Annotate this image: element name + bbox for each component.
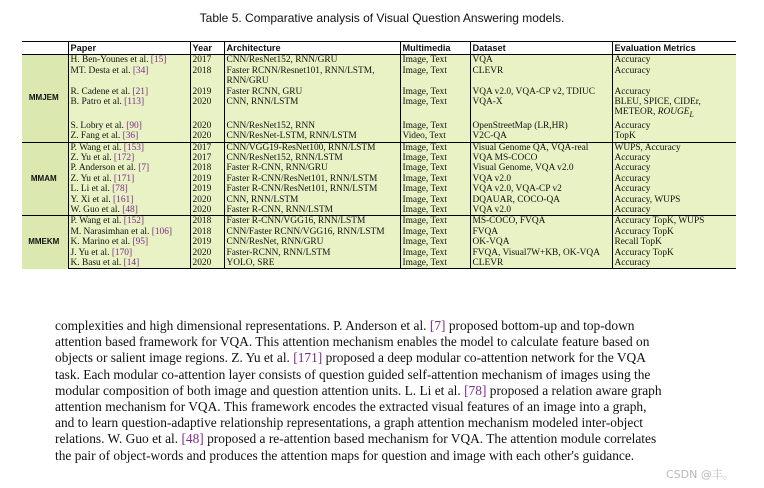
cell-metrics: Recall TopK [612, 237, 736, 247]
citation-link[interactable]: [172] [113, 152, 135, 163]
table-row [22, 55, 736, 66]
table-row [22, 227, 736, 237]
cell-dataset: OpenStreetMap (LR,HR) [470, 121, 612, 131]
cell-metrics: Accuracy TopK [612, 248, 736, 258]
cell-paper: H. Ben-Younes et al. [15] [68, 55, 190, 66]
table-row [22, 131, 736, 142]
cell-dataset: FVQA, Visual7W+KB, OK-VQA [470, 248, 612, 258]
cell-metrics: Accuracy [612, 121, 736, 131]
citation-link[interactable]: [34] [132, 65, 149, 76]
watermark: CSDN @丰。 [666, 468, 734, 481]
citation-link[interactable]: [15] [150, 55, 167, 66]
cell-architecture: Faster RCNN, GRU [224, 87, 400, 97]
cell-multimedia: Image, Text [400, 97, 470, 121]
table-body [22, 55, 736, 269]
cell-dataset: VQA-X [470, 97, 612, 121]
cell-metrics: Accuracy, WUPS [612, 195, 736, 205]
cell-metrics: WUPS, Accuracy [612, 142, 736, 153]
citation-link[interactable]: [36] [122, 131, 139, 142]
cell-multimedia: Video, Text [400, 131, 470, 142]
cell-architecture: CNN/ResNet152, RNN/LSTM [224, 153, 400, 163]
cell-year: 2019 [190, 87, 224, 97]
paragraph-line: objects or salient image regions. Z. Yu et al. [171] proposed a deep modular co-attention network for the VQA [55, 350, 646, 366]
cell-metrics: Accuracy [612, 87, 736, 97]
cell-architecture: CNN/VGG19-ResNet100, RNN/LSTM [224, 142, 400, 153]
cell-paper: B. Patro et al. [113] [68, 97, 190, 121]
citation-link[interactable]: [7] [429, 318, 446, 333]
citation-link[interactable]: [113] [124, 97, 145, 108]
citation-link[interactable]: [78] [112, 184, 128, 195]
cell-multimedia: Image, Text [400, 248, 470, 258]
cell-architecture: YOLO, SRE [224, 258, 400, 269]
cell-metrics: Accuracy [612, 258, 736, 269]
citation-link[interactable]: [21] [132, 86, 149, 97]
citation-link[interactable]: [78] [464, 382, 487, 398]
citation-link[interactable]: [171] [113, 173, 135, 184]
cell-paper: L. Li et al. [78] [68, 184, 190, 194]
cell-architecture: CNN/ResNet, RNN/GRU [224, 237, 400, 247]
citation-link[interactable]: [14] [123, 258, 140, 268]
citation-link[interactable]: [48] [122, 204, 138, 215]
table-row [22, 121, 736, 131]
cell-dataset: Visual Genome QA, VQA-real [470, 142, 612, 153]
cell-architecture: Faster R-CNN, RNN/LSTM [224, 205, 400, 216]
cell-multimedia: Image, Text [400, 195, 470, 205]
cell-metrics: Accuracy [612, 55, 736, 66]
citation-link[interactable]: [48] [181, 431, 204, 447]
cell-multimedia: Image, Text [400, 216, 470, 227]
cell-paper: Z. Yu et al. [172] [68, 153, 190, 163]
citation-link[interactable]: [161] [113, 194, 134, 205]
cell-paper: K. Marino et al. [95] [68, 237, 190, 247]
cell-paper: M. Narasimhan et al. [106] [68, 227, 190, 237]
table-row [22, 258, 736, 269]
cell-dataset: VQA v2.0 [470, 174, 612, 184]
cell-metrics: Accuracy TopK [612, 227, 736, 237]
table-row [22, 142, 736, 153]
cell-multimedia: Image, Text [400, 205, 470, 216]
paragraph-line: the pair of object-words and produces the attention maps for question and image with each other's guidance. [55, 447, 635, 463]
paragraph-line: attention mechanism for VQA. This framework encodes the extracted visual features of an image into a graph, [55, 399, 647, 415]
cell-metrics: Accuracy [612, 163, 736, 173]
cell-paper: W. Guo et al. [48] [68, 205, 190, 216]
header-architecture: Architecture [224, 42, 400, 55]
comparison-table [22, 41, 736, 269]
cell-dataset: DQAUAR, COCO-QA [470, 195, 612, 205]
paragraph-line: relations. W. Guo et al. [48] proposed a re-attention based mechanism for VQA. The attention module correlates [55, 431, 657, 447]
table-row [22, 66, 736, 87]
cell-architecture: Faster-RCNN, RNN/LSTM [224, 248, 400, 258]
cell-dataset: VQA [470, 55, 612, 66]
cell-architecture: CNN/ResNet152, RNN [224, 121, 400, 131]
cell-paper: P. Anderson et al. [7] [68, 163, 190, 173]
cell-dataset: MS-COCO, FVQA [470, 216, 612, 227]
cell-metrics: Accuracy TopK, WUPS [612, 216, 736, 227]
table-header [22, 42, 736, 55]
citation-link[interactable]: [152] [123, 216, 145, 227]
table-row [22, 248, 736, 258]
cell-metrics: BLEU, SPICE, CIDEr, METEOR, $ROUGE_L$ [612, 97, 736, 121]
cell-metrics: TopK [612, 131, 736, 142]
cell-year: 2018 [190, 163, 224, 173]
table-row [22, 184, 736, 194]
cell-paper: K. Basu et al. [14] [68, 258, 190, 269]
cell-year: 2017 [190, 153, 224, 163]
cell-metrics: Accuracy [612, 174, 736, 184]
body-paragraph [55, 318, 717, 464]
cell-architecture: Faster RCNN/Resnet101, RNN/LSTM, RNN/GRU [224, 66, 400, 87]
table-row [22, 153, 736, 163]
cell-multimedia: Image, Text [400, 163, 470, 173]
cell-paper: P. Wang et al. [153] [68, 142, 190, 153]
header-paper: Paper [68, 42, 190, 55]
header-dataset: Dataset [470, 42, 612, 55]
cell-architecture: Faster R-CNN/ResNet101, RNN/LSTM [224, 174, 400, 184]
cell-metrics: Accuracy [612, 205, 736, 216]
cell-multimedia: Image, Text [400, 55, 470, 66]
cell-architecture: CNN, RNN/LSTM [224, 97, 400, 121]
cell-dataset: VQA MS-COCO [470, 153, 612, 163]
cell-paper: Z. Yu et al. [171] [68, 174, 190, 184]
cell-architecture: Faster R-CNN/ResNet101, RNN/LSTM [224, 184, 400, 194]
paragraph-line: complexities and high dimensional representations. P. Anderson et al. [7] proposed bottom-up and top-down [55, 318, 635, 333]
cell-architecture: CNN/ResNet152, RNN/GRU [224, 55, 400, 66]
header-year: Year [190, 42, 224, 55]
cell-multimedia: Image, Text [400, 66, 470, 87]
section-label: MMEKM [22, 216, 68, 269]
citation-link[interactable]: [171] [293, 350, 323, 366]
cell-multimedia: Image, Text [400, 258, 470, 269]
table-caption: Table 5. Comparative analysis of Visual Question Answering models. [199, 11, 565, 25]
cell-dataset: CLEVR [470, 258, 612, 269]
cell-year: 2020 [190, 205, 224, 216]
citation-link[interactable]: [106] [151, 226, 173, 237]
cell-year: 2020 [190, 121, 224, 131]
cell-year: 2020 [190, 248, 224, 258]
cell-multimedia: Image, Text [400, 237, 470, 247]
cell-multimedia: Image, Text [400, 174, 470, 184]
cell-paper: J. Yu et al. [170] [68, 248, 190, 258]
cell-dataset: Visual Genome, VQA v2.0 [470, 163, 612, 173]
cell-dataset: V2C-QA [470, 131, 612, 142]
table-row [22, 174, 736, 184]
cell-year: 2020 [190, 97, 224, 121]
citation-link[interactable]: [90] [126, 120, 142, 131]
cell-architecture: Faster R-CNN/VGG16, RNN/LSTM [224, 216, 400, 227]
table-row [22, 195, 736, 205]
paragraph-line: modular composition of both image and question attention units. L. Li et al. [78] proposed a relation aware graph [55, 382, 662, 398]
paragraph-line: and to learn question-adaptive relationship representations, a graph attention mechanism modeled inter-object [55, 415, 643, 431]
cell-multimedia: Image, Text [400, 121, 470, 131]
cell-multimedia: Image, Text [400, 142, 470, 153]
cell-multimedia: Image, Text [400, 87, 470, 97]
cell-dataset: VQA v2.0, VQA-CP v2, TDIUC [470, 87, 612, 97]
table-row [22, 205, 736, 216]
header-metrics: Evaluation Metrics [612, 42, 736, 55]
cell-year: 2020 [190, 258, 224, 269]
cell-architecture: CNN, RNN/LSTM [224, 195, 400, 205]
cell-year: 2017 [190, 142, 224, 153]
cell-dataset: VQA v2.0 [470, 205, 612, 216]
cell-multimedia: Image, Text [400, 153, 470, 163]
paragraph-line: attention based framework for VQA. This attention mechanism enables the model to calculate feature based on [55, 334, 650, 350]
table-row [22, 216, 736, 227]
citation-link[interactable]: [153] [123, 142, 145, 153]
cell-paper: S. Lobry et al. [90] [68, 121, 190, 131]
header-multimedia: Multimedia [400, 42, 470, 55]
table-row [22, 237, 736, 247]
table-row [22, 163, 736, 173]
cell-dataset: FVQA [470, 227, 612, 237]
cell-year: 2020 [190, 131, 224, 142]
section-label: MMJEM [22, 55, 68, 142]
cell-year: 2020 [190, 195, 224, 205]
cell-paper: R. Cadene et al. [21] [68, 87, 190, 97]
cell-year: 2019 [190, 237, 224, 247]
cell-paper: Z. Fang et al. [36] [68, 131, 190, 142]
cell-year: 2018 [190, 216, 224, 227]
paragraph-line: task. Each modular co-attention layer consists of question guided self-attention mechanism of images using the [55, 366, 651, 382]
cell-year: 2019 [190, 184, 224, 194]
cell-paper: Y. Xi et al. [161] [68, 195, 190, 205]
section-label: MMAM [22, 142, 68, 216]
cell-paper: P. Wang et al. [152] [68, 216, 190, 227]
header-group [22, 42, 68, 55]
table-row [22, 97, 736, 121]
cell-year: 2018 [190, 227, 224, 237]
cell-architecture: CNN/ResNet-LSTM, RNN/LSTM [224, 131, 400, 142]
cell-metrics: Accuracy [612, 153, 736, 163]
cell-year: 2019 [190, 174, 224, 184]
cell-paper: MT. Desta et al. [34] [68, 66, 190, 87]
cell-dataset: CLEVR [470, 66, 612, 87]
cell-year: 2017 [190, 55, 224, 66]
cell-year: 2018 [190, 66, 224, 87]
cell-metrics: Accuracy [612, 184, 736, 194]
cell-dataset: VQA v2.0, VQA-CP v2 [470, 184, 612, 194]
citation-link[interactable]: [95] [132, 237, 149, 248]
cell-architecture: CNN/Faster RCNN/VGG16, RNN/LSTM [224, 227, 400, 237]
cell-metrics: Accuracy [612, 66, 736, 87]
cell-multimedia: Image, Text [400, 227, 470, 237]
cell-dataset: OK-VQA [470, 237, 612, 247]
citation-link[interactable]: [170] [111, 247, 133, 258]
cell-multimedia: Image, Text [400, 184, 470, 194]
table-row [22, 87, 736, 97]
cell-architecture: Faster R-CNN, RNN/GRU [224, 163, 400, 173]
citation-link[interactable]: [7] [138, 163, 150, 174]
